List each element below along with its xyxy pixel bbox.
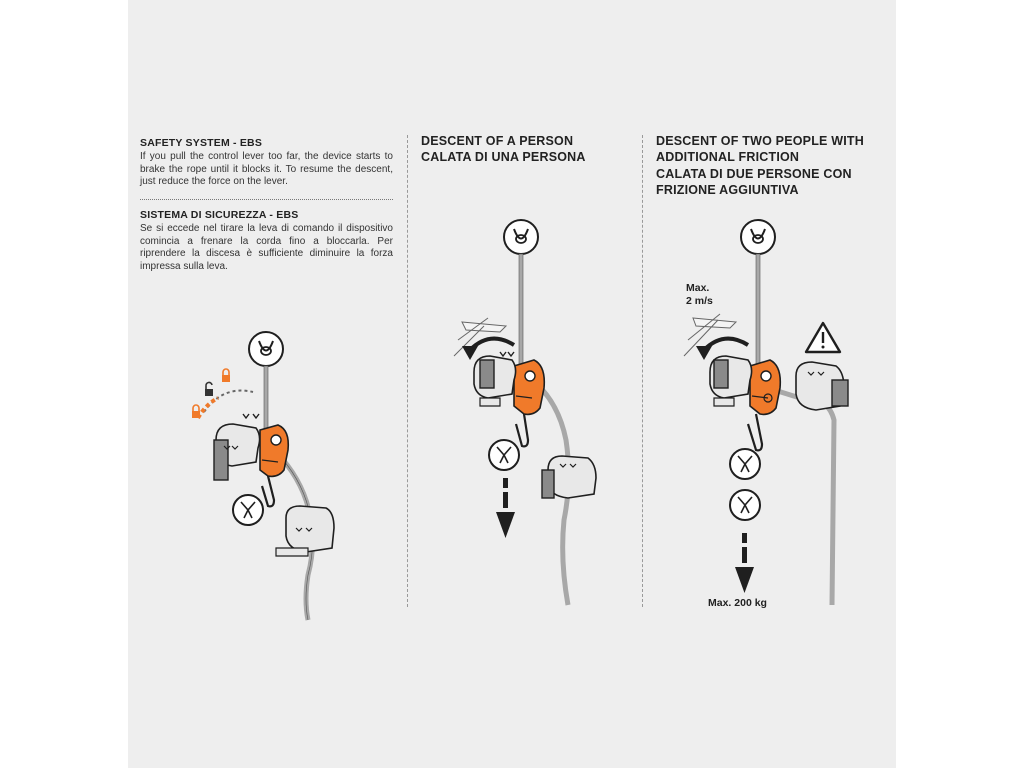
down-arrow-icon bbox=[735, 533, 754, 593]
speed-label-line1: Max. bbox=[686, 282, 710, 294]
ebs-body-en: If you pull the control lever too far, the device starts to brake the rope until it blocks it. To resume the descent, just reduce the force on the lever. bbox=[140, 151, 393, 187]
instruction-sheet bbox=[128, 0, 896, 768]
load-label: Max. 200 kg bbox=[708, 597, 767, 609]
ebs-body-it: Se si eccede nel tirare la leva di comando il dispositivo comincia a frenare la corda fino a bloccarla. Per riprendere la discesa è sufficiente diminuire la forza impressa sulla leva. bbox=[140, 223, 393, 272]
descent-two-title-en-2: ADDITIONAL FRICTION bbox=[656, 150, 800, 164]
speed-label-line2: 2 m/s bbox=[686, 295, 713, 307]
rope-lower bbox=[768, 388, 834, 605]
glove-icon-right bbox=[796, 362, 848, 410]
ebs-title-it: SISTEMA DI SICUREZZA - EBS bbox=[140, 209, 299, 221]
descent-two-title-en-1: DESCENT OF TWO PEOPLE WITH bbox=[656, 134, 864, 148]
glove-icon bbox=[710, 356, 752, 406]
descent-two-title-it-1: CALATA DI DUE PERSONE CON bbox=[656, 167, 852, 181]
warning-icon bbox=[806, 323, 840, 352]
descent-one-title-en: DESCENT OF A PERSON bbox=[421, 134, 574, 148]
rope-upper bbox=[756, 254, 760, 366]
descent-two-title-it-2: FRIZIONE AGGIUNTIVA bbox=[656, 183, 799, 197]
descent-one-title-it: CALATA DI UNA PERSONA bbox=[421, 150, 586, 164]
anchor-icon bbox=[741, 220, 775, 254]
descender-icon bbox=[750, 360, 780, 414]
ebs-title-en: SAFETY SYSTEM - EBS bbox=[140, 137, 263, 149]
descent-two-illustration bbox=[128, 0, 896, 768]
harness-icon-second bbox=[730, 490, 760, 520]
harness-icon bbox=[730, 449, 760, 479]
